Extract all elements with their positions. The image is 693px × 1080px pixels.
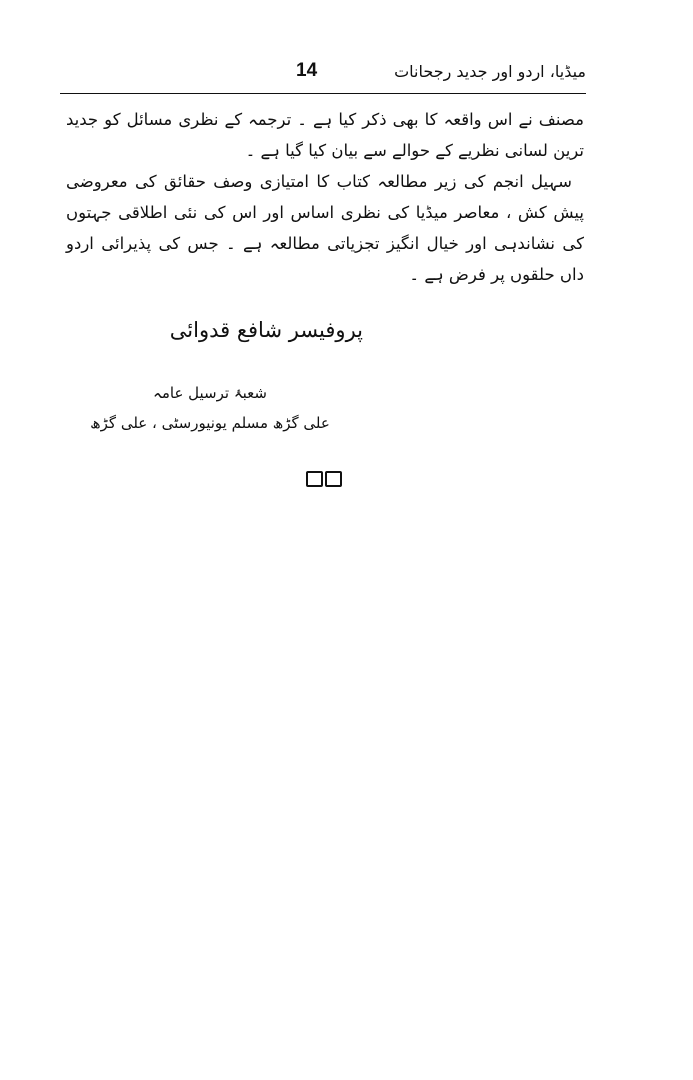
author-signature: پروفیسر شافع قدوائی [169,318,363,342]
paragraph-1: مصنف نے اس واقعہ کا بھی ذکر کیا ہے ۔ ترجمہ کے نظری مسائل کو جدید ترین لسانی نظریے کے حوالے سے بیان کیا گیا ہے ۔ [66,110,584,160]
running-title: میڈیا، اردو اور جدید رجحانات [394,62,586,81]
department-line: شعبۂ ترسیل عامہ [153,384,267,402]
page-number: 14 [296,60,318,81]
header-rule [60,93,586,94]
university-line: علی گڑھ مسلم یونیورسٹی ، علی گڑھ [90,414,330,432]
author-affiliation [80,378,340,438]
end-box-icon [306,471,323,487]
end-of-text-mark [304,471,344,488]
body-text [66,104,584,290]
paragraph-2: سہیل انجم کی زیر مطالعہ کتاب کا امتیازی وصف حقائق کی معروضی پیش کش ، معاصر میڈیا کی نظری اساس اور اس کی نئی اطلاقی جہتوں کی نشاندہی اور خیال انگیز تجزیاتی مطالعہ ہے ۔ جس کی پذیرائی اردو داں حلقوں پر فرض ہے ۔ [66,172,584,284]
end-box-icon [325,471,342,487]
page-header [60,58,586,94]
